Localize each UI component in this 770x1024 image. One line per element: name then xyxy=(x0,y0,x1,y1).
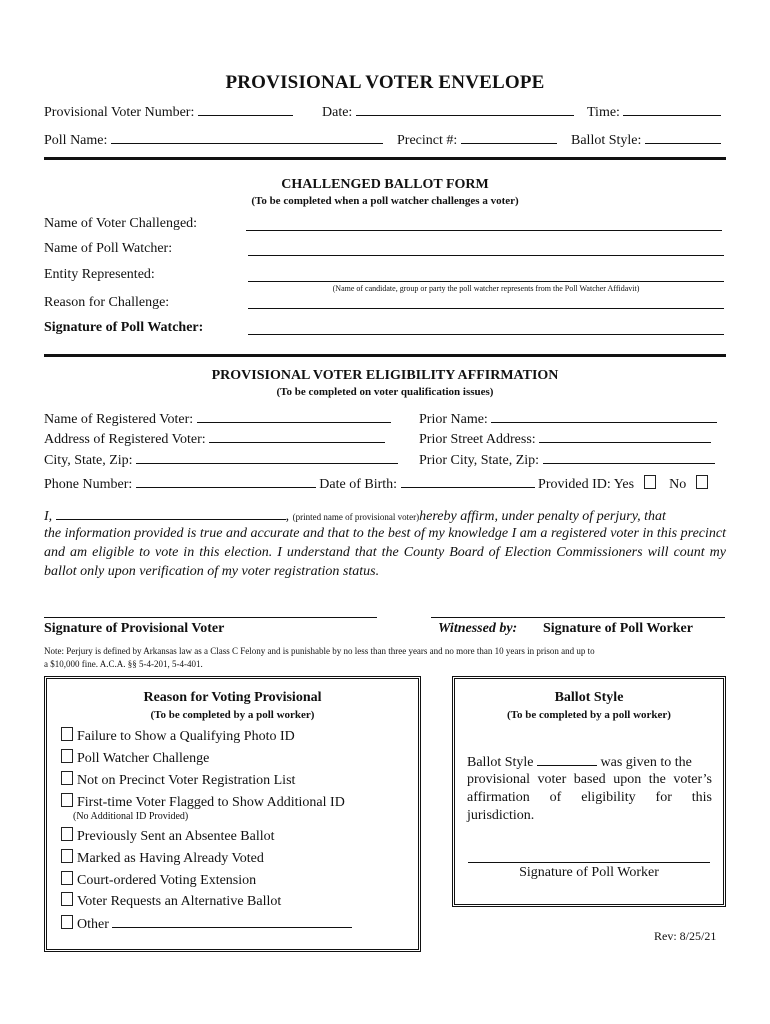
ballot-style-field[interactable] xyxy=(645,130,721,144)
challenged-subheading: (To be completed when a poll watcher challenges a voter) xyxy=(251,195,519,207)
reason-item[interactable]: Court-ordered Voting Extension xyxy=(61,871,256,889)
precinct-row xyxy=(397,130,557,149)
checkbox-icon[interactable] xyxy=(61,727,73,741)
reason-item[interactable]: Marked as Having Already Voted xyxy=(61,849,264,867)
name-voter-challenged-field[interactable] xyxy=(246,230,722,231)
prior-name-row xyxy=(419,409,717,428)
divider xyxy=(44,354,726,357)
prior-city-label: Prior City, State, Zip: xyxy=(419,453,540,468)
name-voter-challenged-label: Name of Voter Challenged: xyxy=(44,216,198,231)
reason-item[interactable]: Poll Watcher Challenge xyxy=(61,749,209,767)
ballot-style-value-field[interactable] xyxy=(537,752,597,766)
voter-number-label: Provisional Voter Number: xyxy=(44,105,195,120)
eligibility-subheading: (To be completed on voter qualification issues) xyxy=(276,386,494,398)
signature-poll-watcher-field[interactable] xyxy=(248,334,724,335)
yes-checkbox[interactable] xyxy=(644,475,656,489)
reason-subheading: (To be completed by a poll worker) xyxy=(150,709,315,721)
affirm-i: I, xyxy=(44,509,53,524)
reason-item[interactable]: First-time Voter Flagged to Show Additional ID xyxy=(61,793,345,811)
other-field[interactable] xyxy=(112,914,352,928)
ballot-box-heading: Ballot Style xyxy=(554,690,624,705)
reason-heading: Reason for Voting Provisional xyxy=(143,690,322,705)
ballot-style-row xyxy=(571,130,721,149)
checkbox-icon[interactable] xyxy=(61,793,73,807)
entity-represented-label: Entity Represented: xyxy=(44,267,155,282)
time-field[interactable] xyxy=(623,102,721,116)
affirm-text-start: hereby affirm, under penalty of perjury, that xyxy=(419,509,666,524)
prior-name-label: Prior Name: xyxy=(419,412,488,427)
precinct-label: Precinct #: xyxy=(397,133,458,148)
city-label: City, State, Zip: xyxy=(44,453,133,468)
registered-name-label: Name of Registered Voter: xyxy=(44,412,194,427)
prior-address-label: Prior Street Address: xyxy=(419,432,536,447)
entity-represented-field[interactable] xyxy=(248,281,724,282)
date-field[interactable] xyxy=(356,102,574,116)
reason-item[interactable]: Previously Sent an Absentee Ballot xyxy=(61,827,275,845)
prior-city-field[interactable] xyxy=(543,450,715,464)
no-id-note: (No Additional ID Provided) xyxy=(73,811,189,822)
checkbox-icon[interactable] xyxy=(61,771,73,785)
reason-challenge-field[interactable] xyxy=(248,308,724,309)
ballot-box-text: provisional voter based upon the voter’s affirmation of eligibility for this jurisdiction. xyxy=(467,772,712,823)
phone-label: Phone Number: xyxy=(44,477,133,492)
checkbox-icon[interactable] xyxy=(61,871,73,885)
dob-field[interactable] xyxy=(401,474,535,488)
checkbox-icon[interactable] xyxy=(61,892,73,906)
checkbox-icon[interactable] xyxy=(61,849,73,863)
voter-number-row xyxy=(44,102,293,121)
divider xyxy=(44,157,726,160)
checkbox-icon[interactable] xyxy=(61,915,73,929)
printed-name-caption: (printed name of provisional voter) xyxy=(292,512,420,522)
reason-challenge-label: Reason for Challenge: xyxy=(44,295,170,310)
no-checkbox[interactable] xyxy=(696,475,708,489)
checkbox-icon[interactable] xyxy=(61,749,73,763)
phone-row xyxy=(44,474,712,493)
city-field[interactable] xyxy=(136,450,398,464)
page-title: PROVISIONAL VOTER ENVELOPE xyxy=(225,72,545,93)
prior-address-field[interactable] xyxy=(539,429,711,443)
dob-label: Date of Birth: xyxy=(319,477,398,492)
signature-poll-watcher-label: Signature of Poll Watcher: xyxy=(44,320,204,335)
date-label: Date: xyxy=(322,105,353,120)
time-row xyxy=(587,102,721,121)
entity-note: (Name of candidate, group or party the poll watcher represents from the Poll Watcher Affidavit) xyxy=(332,284,640,293)
no-label: No xyxy=(669,477,687,492)
prior-city-row xyxy=(419,450,715,469)
affirmation-first-line: I, , (printed name of provisional voter)hereby affirm, under penalty of perjury, that xyxy=(44,506,666,525)
ballot-worker-signature-line[interactable] xyxy=(468,862,710,863)
ballot-style-line: Ballot Style was given to the xyxy=(467,752,692,771)
time-label: Time: xyxy=(587,105,620,120)
ballot-box-subheading: (To be completed by a poll worker) xyxy=(507,709,671,721)
worker-signature-label: Signature of Poll Worker xyxy=(543,621,693,636)
prior-name-field[interactable] xyxy=(491,409,717,423)
poll-name-label: Poll Name: xyxy=(44,133,108,148)
address-field[interactable] xyxy=(209,429,385,443)
worker-signature-line[interactable] xyxy=(431,617,725,618)
address-row xyxy=(44,429,385,448)
perjury-note-cont: a $10,000 fine. A.C.A. §§ 5-4-201, 5-4-401. xyxy=(44,659,203,669)
date-row xyxy=(322,102,574,121)
city-row xyxy=(44,450,398,469)
voter-number-field[interactable] xyxy=(198,102,293,116)
ballot-worker-signature-label: Signature of Poll Worker xyxy=(519,865,659,880)
registered-name-row xyxy=(44,409,391,428)
perjury-note: Note: Perjury is defined by Arkansas law as a Class C Felony and is punishable by no less than three years and no more than 10 years in prison and up to xyxy=(44,646,595,656)
voter-signature-label: Signature of Provisional Voter xyxy=(44,621,225,636)
reason-item[interactable]: Voter Requests an Alternative Ballot xyxy=(61,892,281,910)
reason-item-other[interactable]: Other xyxy=(61,914,352,933)
eligibility-heading: PROVISIONAL VOTER ELIGIBILITY AFFIRMATION xyxy=(211,368,559,383)
checkbox-icon[interactable] xyxy=(61,827,73,841)
poll-name-field[interactable] xyxy=(111,130,383,144)
voter-signature-line[interactable] xyxy=(44,617,377,618)
address-label: Address of Registered Voter: xyxy=(44,432,206,447)
name-poll-watcher-label: Name of Poll Watcher: xyxy=(44,241,173,256)
registered-name-field[interactable] xyxy=(197,409,391,423)
reason-box xyxy=(44,676,421,952)
witnessed-by-label: Witnessed by: xyxy=(438,621,518,636)
precinct-field[interactable] xyxy=(461,130,557,144)
affirmation-text: the information provided is true and accurate and that to the best of my knowledge I am a registered voter in this precinct and am eligible to vote in this election. I understand that the County Board of Election Commissioners will count my ballot only upon verification of my voter registration status. xyxy=(44,526,726,579)
reason-item[interactable]: Failure to Show a Qualifying Photo ID xyxy=(61,727,295,745)
provided-id-label: Provided ID: Yes xyxy=(538,477,635,492)
prior-address-row xyxy=(419,429,711,448)
challenged-heading: CHALLENGED BALLOT FORM xyxy=(281,177,489,192)
revision-label: Rev: 8/25/21 xyxy=(654,929,717,943)
reason-item[interactable]: Not on Precinct Voter Registration List xyxy=(61,771,295,789)
ballot-style-label: Ballot Style: xyxy=(571,133,642,148)
phone-field[interactable] xyxy=(136,474,316,488)
poll-name-row xyxy=(44,130,383,149)
name-poll-watcher-field[interactable] xyxy=(248,255,724,256)
ballot-style-box xyxy=(452,676,726,907)
printed-name-field[interactable] xyxy=(56,506,286,520)
